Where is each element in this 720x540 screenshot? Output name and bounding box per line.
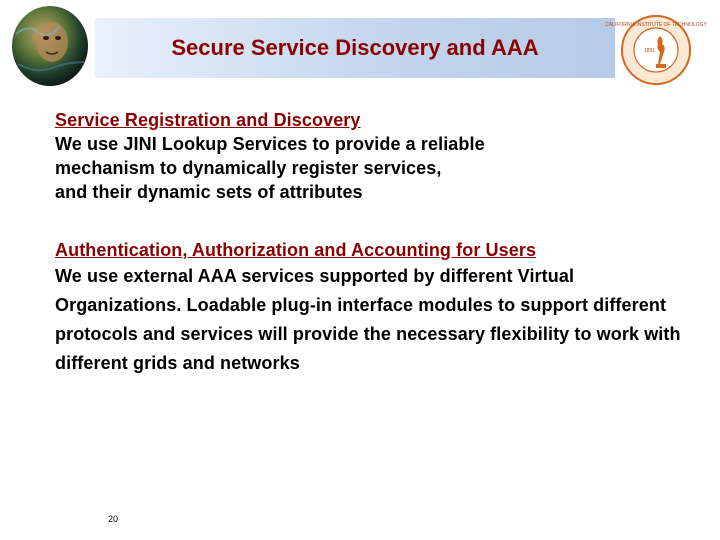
- globe-face-logo: [8, 4, 92, 88]
- section-body-aaa: We use external AAA services supported by different Virtual Organizations. Loadable plug-in interface modules to support different protocols and services will provide the necessary flexibility to work with different grids and networks: [55, 266, 681, 373]
- section-body-registration: We use JINI Lookup Services to provide a reliable mechanism to dynamically register services, and their dynamic sets of attributes: [55, 134, 485, 202]
- slide-content: [55, 108, 695, 378]
- section-heading-aaa: Authentication, Authorization and Accounting for Users: [55, 240, 537, 260]
- seal-year: 1891: [644, 48, 656, 54]
- slide-title: Secure Service Discovery and AAA: [171, 35, 539, 60]
- seal-text: CALIFORNIA INSTITUTE OF TECHNOLOGY: [605, 22, 707, 28]
- section-aaa: [55, 238, 695, 378]
- caltech-seal-logo: [605, 14, 707, 86]
- page-number: 20: [108, 514, 119, 524]
- section-heading-registration: Service Registration and Discovery: [55, 110, 361, 130]
